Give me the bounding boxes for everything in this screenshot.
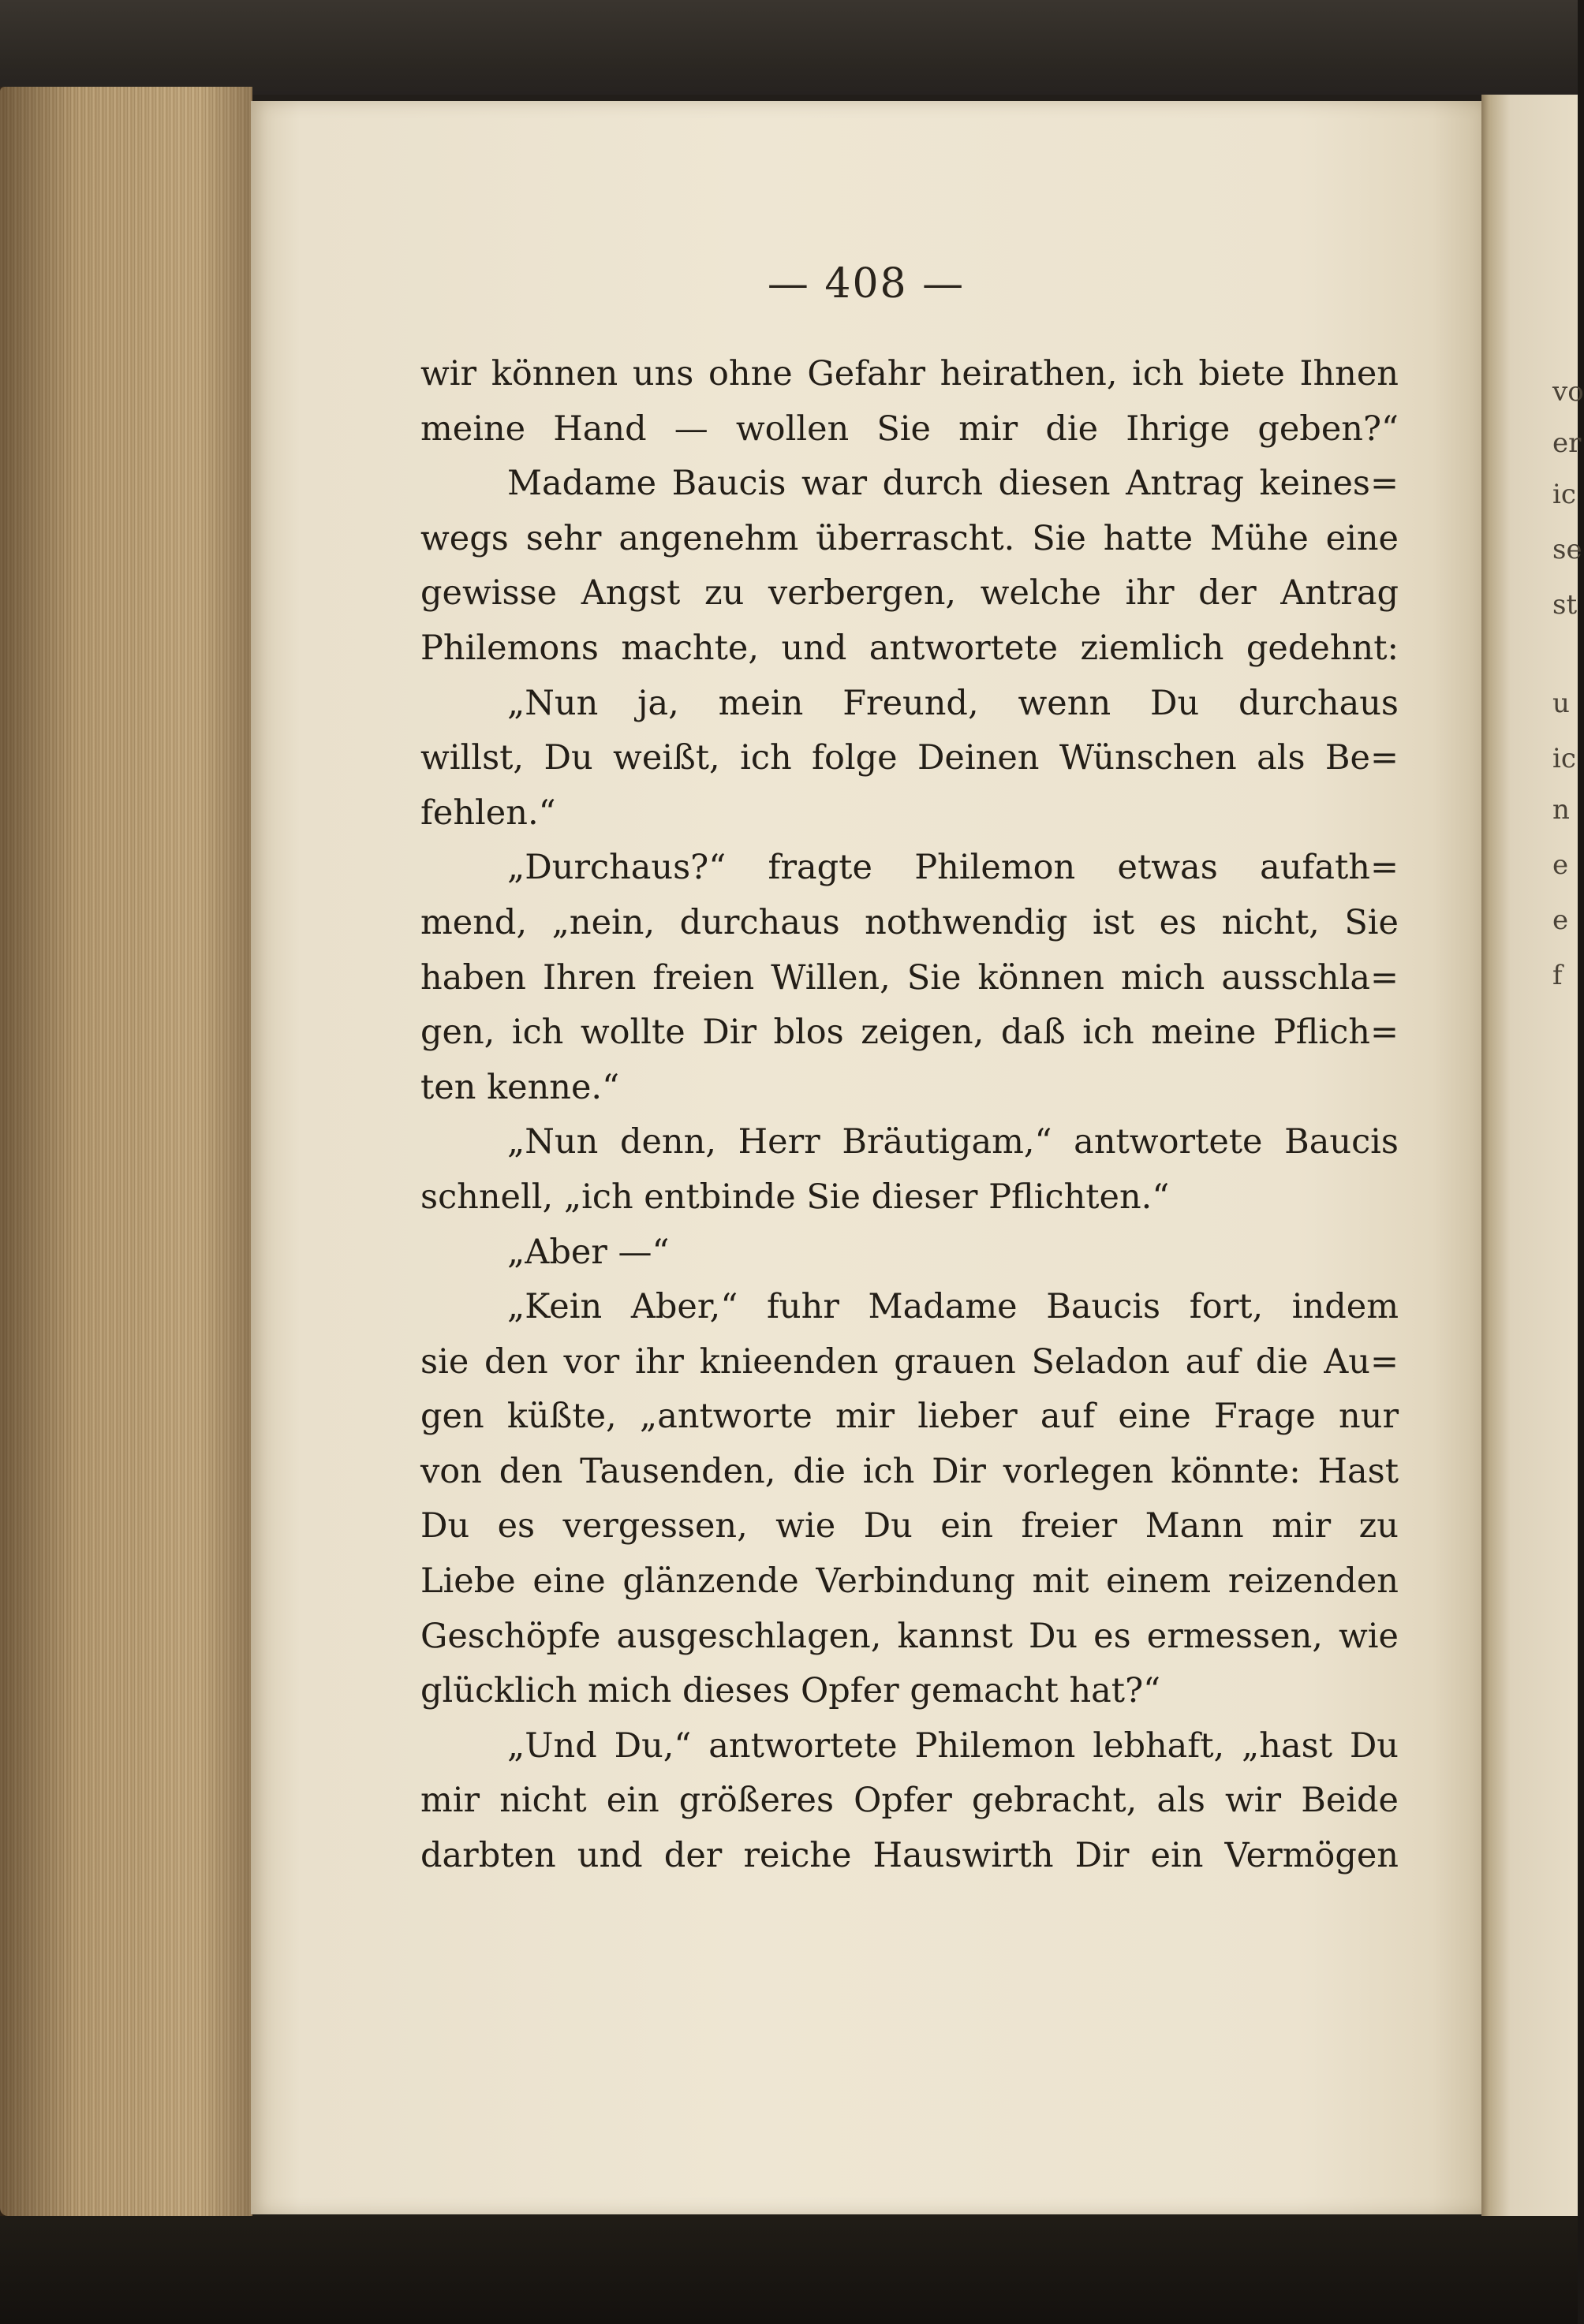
background-top xyxy=(0,0,1578,95)
text-line: von den Tausenden, die ich Dir vorlegen könnte: Hast xyxy=(420,1451,1399,1491)
facing-page-fragment: u xyxy=(1552,688,1570,719)
facing-page-fragment: f xyxy=(1552,960,1563,991)
text-line: sie den vor ihr knieenden grauen Seladon auf die Au= xyxy=(420,1341,1399,1382)
text-line: gewisse Angst zu verbergen, welche ihr der Antrag xyxy=(420,573,1399,614)
facing-page-edge xyxy=(1481,95,1584,2216)
text-line: ten kenne.“ xyxy=(420,1067,620,1107)
facing-page-fragment: n xyxy=(1552,794,1570,826)
body-text xyxy=(420,347,1399,1884)
page-number: — 408 — xyxy=(767,260,966,308)
text-line: Philemons machte, und antwortete ziemlich gedehnt: xyxy=(420,628,1399,668)
text-line: darbten und der reiche Hauswirth Dir ein Vermögen xyxy=(420,1836,1399,1876)
text-line: willst, Du weißt, ich folge Deinen Wünschen als Be= xyxy=(420,738,1399,778)
text-line: meine Hand — wollen Sie mir die Ihrige geben?“ xyxy=(420,408,1399,449)
text-line: Geschöpfe ausgeschlagen, kannst Du es ermessen, wie xyxy=(420,1616,1399,1656)
facing-page-fragment: ic xyxy=(1552,479,1576,510)
text-line: glücklich mich dieses Opfer gemacht hat?“ xyxy=(420,1671,1161,1711)
text-line: „Nun denn, Herr Bräutigam,“ antwortete Baucis xyxy=(507,1122,1399,1162)
facing-page-fragment: st xyxy=(1552,589,1578,621)
facing-page-fragment: ic xyxy=(1552,743,1576,774)
text-line: gen küßte, „antworte mir lieber auf eine Frage nur xyxy=(420,1397,1399,1437)
facing-page-fragment: se xyxy=(1552,534,1582,565)
text-line: schnell, „ich entbinde Sie dieser Pflichten.“ xyxy=(420,1177,1170,1217)
text-line: „Nun ja, mein Freund, wenn Du durchaus xyxy=(507,683,1399,723)
text-line: Du es vergessen, wie Du ein freier Mann mir zu xyxy=(420,1506,1399,1546)
page-stack-edge xyxy=(0,87,252,2216)
text-line: wegs sehr angenehm überrascht. Sie hatte Mühe eine xyxy=(420,518,1399,558)
text-line: „Kein Aber,“ fuhr Madame Baucis fort, indem xyxy=(507,1287,1399,1327)
text-line: fehlen.“ xyxy=(420,793,556,833)
text-line: Madame Baucis war durch diesen Antrag keines= xyxy=(507,464,1399,504)
text-line: Liebe eine glänzende Verbindung mit einem reizenden xyxy=(420,1561,1399,1602)
facing-page-fragment: vo xyxy=(1552,376,1584,408)
text-line: mir nicht ein größeres Opfer gebracht, als wir Beide xyxy=(420,1781,1399,1821)
text-line: wir können uns ohne Gefahr heirathen, ich biete Ihnen xyxy=(420,354,1399,394)
text-line: haben Ihren freien Willen, Sie können mich ausschla= xyxy=(420,957,1399,998)
text-line: mend, „nein, durchaus nothwendig ist es nicht, Sie xyxy=(420,902,1399,942)
facing-page-fragment: e xyxy=(1552,849,1569,881)
facing-page-fragment: e xyxy=(1552,905,1569,936)
text-line: gen, ich wollte Dir blos zeigen, daß ich meine Pflich= xyxy=(420,1013,1399,1053)
text-line: „Durchaus?“ fragte Philemon etwas aufath= xyxy=(507,848,1399,888)
text-line: „Aber —“ xyxy=(507,1232,670,1272)
facing-page-fragment: er xyxy=(1552,427,1582,459)
text-line: „Und Du,“ antwortete Philemon lebhaft, „hast Du xyxy=(507,1725,1399,1766)
